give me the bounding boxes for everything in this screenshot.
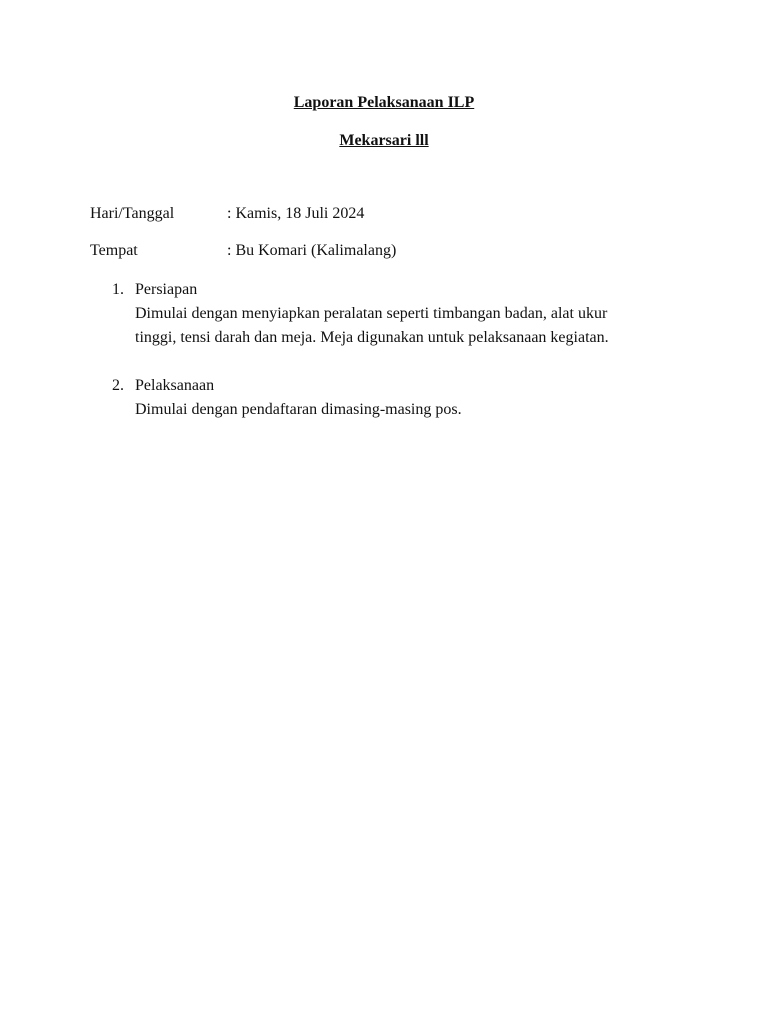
list-item-heading: Pelaksanaan [135, 377, 215, 394]
field-value: : Kamis, 18 Juli 2024 [227, 205, 365, 222]
list-item-line: Dimulai dengan menyiapkan peralatan seperti timbangan badan, alat ukur [135, 305, 608, 322]
list-number: 2. [112, 377, 124, 394]
list-item-body [135, 374, 675, 422]
field-value: : Bu Komari (Kalimalang) [227, 242, 397, 259]
list-number: 1. [112, 281, 124, 298]
field-label: Tempat [90, 242, 138, 259]
list-item-heading: Persiapan [135, 281, 198, 298]
list-item-line: Dimulai dengan pendaftaran dimasing-masing pos. [135, 401, 462, 418]
list-item-line: tinggi, tensi darah dan meja. Meja digunakan untuk pelaksanaan kegiatan. [135, 329, 609, 346]
field-label: Hari/Tanggal [90, 205, 175, 222]
document-subtitle: Mekarsari lll [339, 132, 429, 149]
document-title: Laporan Pelaksanaan ILP [293, 94, 475, 111]
list-item-body [135, 278, 675, 350]
